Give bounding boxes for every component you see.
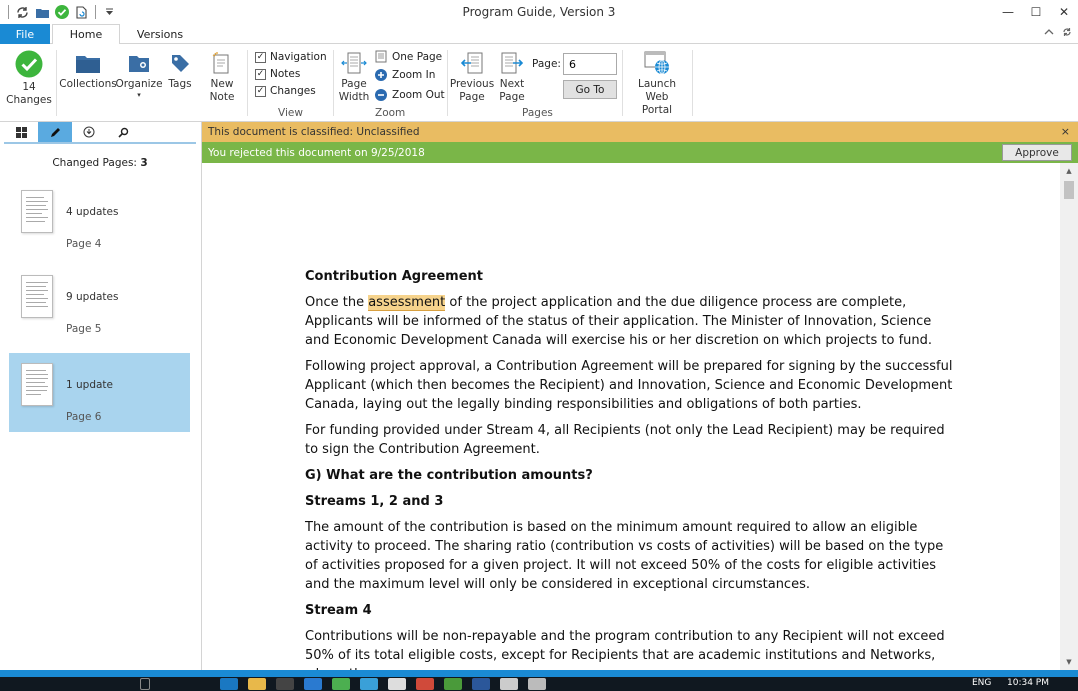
app-icon[interactable] <box>388 678 406 690</box>
app-icon[interactable] <box>416 678 434 690</box>
page-width-icon <box>340 50 368 76</box>
panel-tab-annotations[interactable] <box>72 122 106 142</box>
one-page-button[interactable] <box>375 50 442 63</box>
ribbon-divider <box>247 50 248 116</box>
changed-page-item[interactable] <box>9 180 190 259</box>
notes-label: Notes <box>270 68 301 80</box>
ribbon <box>0 44 1078 122</box>
word-icon[interactable] <box>472 678 490 690</box>
previous-page-icon <box>458 50 486 76</box>
page-thumbnail <box>21 363 53 406</box>
window-title: Program Guide, Version 3 <box>462 5 616 19</box>
window-controls <box>994 0 1078 24</box>
changed-pages-summary <box>0 157 200 169</box>
navigation-label: Navigation <box>270 51 327 63</box>
new-note-label-line1: New <box>210 78 234 90</box>
ribbon-divider <box>447 50 448 116</box>
paragraph: Contributions will be non-repayable and the program contribution to any Recipient will not exceed 50% of its total eligible costs, except for Recipients that are academic institutions and Networks, <box>305 629 945 663</box>
approve-check-icon[interactable] <box>55 5 69 19</box>
zoom-in-label: Zoom In <box>392 69 436 81</box>
collections-label: Collections <box>59 78 117 90</box>
changed-page-item-selected[interactable] <box>9 353 190 432</box>
page-thumbnail <box>21 190 53 233</box>
notes-checkbox[interactable] <box>255 68 300 80</box>
notes-check-icon: ✓ <box>256 68 265 79</box>
paragraph <box>305 293 955 350</box>
launch-web-portal-label-line2: Portal <box>641 104 673 116</box>
previous-page-label-line2: Page <box>459 91 485 103</box>
sync-icon[interactable] <box>15 5 29 19</box>
organize-icon <box>125 50 153 76</box>
pages-group-label: Pages <box>522 107 553 119</box>
zoom-out-button[interactable] <box>375 89 445 101</box>
zoom-in-button[interactable] <box>375 69 435 81</box>
tab-home[interactable]: Home <box>52 24 120 45</box>
changed-pages-panel <box>0 122 202 670</box>
collections-button[interactable] <box>60 50 116 91</box>
chrome-icon[interactable] <box>332 678 350 690</box>
view-group-label: View <box>278 107 303 119</box>
new-note-icon <box>208 50 236 76</box>
app-icon[interactable] <box>528 678 546 690</box>
changes-check-icon: ✓ <box>256 85 265 96</box>
classification-banner <box>202 122 1078 142</box>
heading-contribution-amounts: G) What are the contribution amounts? <box>305 468 593 483</box>
tab-versions[interactable]: Versions <box>136 27 184 41</box>
ribbon-divider <box>333 50 334 116</box>
page-width-button[interactable] <box>337 50 371 104</box>
page-number-label: Page 4 <box>66 238 102 250</box>
edge-icon[interactable] <box>220 678 238 690</box>
tags-label: Tags <box>168 78 192 90</box>
qat-divider <box>95 5 96 19</box>
collapse-ribbon-icon[interactable] <box>1044 27 1054 40</box>
changes-button[interactable] <box>6 49 52 107</box>
changed-pages-count: 3 <box>140 157 148 169</box>
paragraph: Following project approval, a Contribution Agreement will be prepared for signing by the successful Applicant (which then becomes the Recipient) and Innovation, Science and Economic Development Canada, laying out the legally binding responsibilities and obligations of both parties. <box>305 359 953 412</box>
organize-dropdown-icon: ▾ <box>137 91 141 99</box>
changes-count: 14 <box>22 81 36 93</box>
page-update-count: 4 updates <box>66 206 119 218</box>
zoom-group-label: Zoom <box>375 107 406 119</box>
changes-view-label: Changes <box>270 85 316 97</box>
document-viewer[interactable] <box>202 163 1060 670</box>
close-button[interactable]: ✕ <box>1058 5 1070 19</box>
panel-tab-search[interactable] <box>106 122 140 142</box>
one-page-label: One Page <box>392 50 443 63</box>
ribbon-divider <box>692 50 693 116</box>
rejection-banner <box>202 142 1078 163</box>
previous-page-button[interactable] <box>451 50 493 104</box>
page-width-label-line1: Page <box>341 78 367 90</box>
page-width-label-line2: Width <box>338 91 370 103</box>
page-update-count: 1 update <box>66 379 114 391</box>
download-circle-icon <box>83 126 95 138</box>
zoom-in-icon <box>375 69 387 81</box>
tags-button[interactable] <box>165 50 195 91</box>
heading-contribution-agreement: Contribution Agreement <box>305 269 483 284</box>
minimize-button[interactable]: — <box>1002 5 1014 19</box>
classification-text: This document is classified: Unclassified <box>208 126 420 138</box>
navigation-check-icon: ✓ <box>256 51 265 62</box>
zoom-out-label: Zoom Out <box>392 89 445 101</box>
paragraph: The amount of the contribution is based on the minimum amount required to allow an eligible activity to proceed. The sharing ratio (contribution vs costs of activities) will be based on the type of activities proposed for a given project. It will not exceed 50% of the costs for eligible activities and the maximum level will only be considered in exceptional circumstances. <box>305 520 944 592</box>
panel-tab-thumbnails[interactable] <box>4 122 38 142</box>
new-note-button[interactable] <box>204 50 240 104</box>
paragraph-text: Once the <box>305 295 369 310</box>
new-note-label-line2: Note <box>209 91 235 103</box>
launch-web-portal-button[interactable] <box>626 50 688 117</box>
changed-pages-label: Changed Pages: <box>52 157 137 169</box>
scroll-down-icon[interactable]: ▼ <box>1066 658 1072 666</box>
vertical-scrollbar[interactable] <box>1060 163 1078 670</box>
highlighted-change[interactable]: assessment <box>368 295 446 310</box>
heading-stream-4: Stream 4 <box>305 603 372 618</box>
previous-page-label-line1: Previous <box>449 78 495 90</box>
store-icon[interactable] <box>276 678 294 690</box>
heading-streams-1-2-3: Streams 1, 2 and 3 <box>305 494 444 509</box>
ribbon-divider <box>622 50 623 116</box>
page-thumbnail <box>21 275 53 318</box>
one-page-icon <box>375 50 387 63</box>
mail-icon[interactable] <box>304 678 322 690</box>
approve-button[interactable]: Approve <box>1002 144 1072 161</box>
changes-checkbox[interactable] <box>255 85 316 97</box>
grid-icon <box>16 127 27 138</box>
active-app-icon[interactable] <box>444 678 462 690</box>
go-to-button[interactable]: Go To <box>563 80 617 99</box>
scroll-up-icon[interactable]: ▲ <box>1066 167 1072 175</box>
next-page-icon <box>498 50 526 76</box>
app-icon[interactable] <box>360 678 378 690</box>
tab-file[interactable]: File <box>0 24 50 44</box>
organize-button[interactable] <box>117 50 161 99</box>
taskbar <box>0 677 1078 691</box>
launch-web-portal-label-line1: Launch Web <box>637 78 677 103</box>
web-portal-globe-icon <box>643 50 671 76</box>
tag-icon <box>166 50 194 76</box>
zoom-out-icon <box>375 89 387 101</box>
paragraph-text: of the project application and the due diligence process are complete, Applicants will be informed of the status of their application. The Minister of Innovation, Science and Economic Development Canada will exercise his or her discretion on which projects to fund. <box>305 295 933 348</box>
quick-access-toolbar <box>0 0 116 24</box>
changed-page-item[interactable] <box>9 265 190 344</box>
paragraph: For funding provided under Stream 4, all Recipients (not only the Lead Recipient) may be required to sign the Contribution Agreement. <box>305 423 945 457</box>
maximize-button[interactable]: ☐ <box>1030 5 1042 19</box>
navigation-checkbox[interactable] <box>255 51 327 63</box>
ribbon-right-controls <box>1044 27 1072 40</box>
page-number-label: Page 5 <box>66 323 102 335</box>
document-refresh-icon[interactable] <box>75 5 89 19</box>
title-bar <box>0 0 1078 24</box>
rejection-text: You rejected this document on 9/25/2018 <box>208 146 425 159</box>
qat-divider <box>8 5 9 19</box>
clock[interactable]: 10:34 PM <box>1007 678 1049 688</box>
page-label: Page: <box>532 58 561 70</box>
app-icon[interactable] <box>500 678 518 690</box>
folder-icon[interactable] <box>35 5 49 19</box>
page-update-count: 9 updates <box>66 291 119 303</box>
next-page-label-line1: Next <box>499 78 525 90</box>
refresh-icon[interactable] <box>1062 27 1072 40</box>
file-explorer-icon[interactable] <box>248 678 266 690</box>
next-page-label-line2: Page <box>499 91 525 103</box>
pencil-icon <box>50 127 61 138</box>
search-icon <box>118 127 129 138</box>
panel-tab-changes[interactable] <box>38 122 72 142</box>
close-banner-icon[interactable]: × <box>1060 125 1070 138</box>
page-number-input[interactable] <box>563 53 617 75</box>
scroll-thumb[interactable] <box>1064 181 1074 199</box>
language-indicator[interactable]: ENG <box>972 678 992 688</box>
collections-folder-icon <box>74 50 102 76</box>
document-page <box>305 267 955 691</box>
window-bottom-border <box>0 670 1078 677</box>
customize-dropdown-icon[interactable] <box>102 5 116 19</box>
changes-check-icon <box>14 49 44 79</box>
organize-label: Organize <box>115 78 163 90</box>
ribbon-divider <box>56 50 57 116</box>
changes-label: Changes <box>6 94 52 106</box>
ribbon-tabs <box>0 24 1078 44</box>
search-icon[interactable] <box>140 678 150 690</box>
page-number-label: Page 6 <box>66 411 102 423</box>
panel-tabs <box>4 122 196 144</box>
next-page-button[interactable] <box>496 50 528 104</box>
